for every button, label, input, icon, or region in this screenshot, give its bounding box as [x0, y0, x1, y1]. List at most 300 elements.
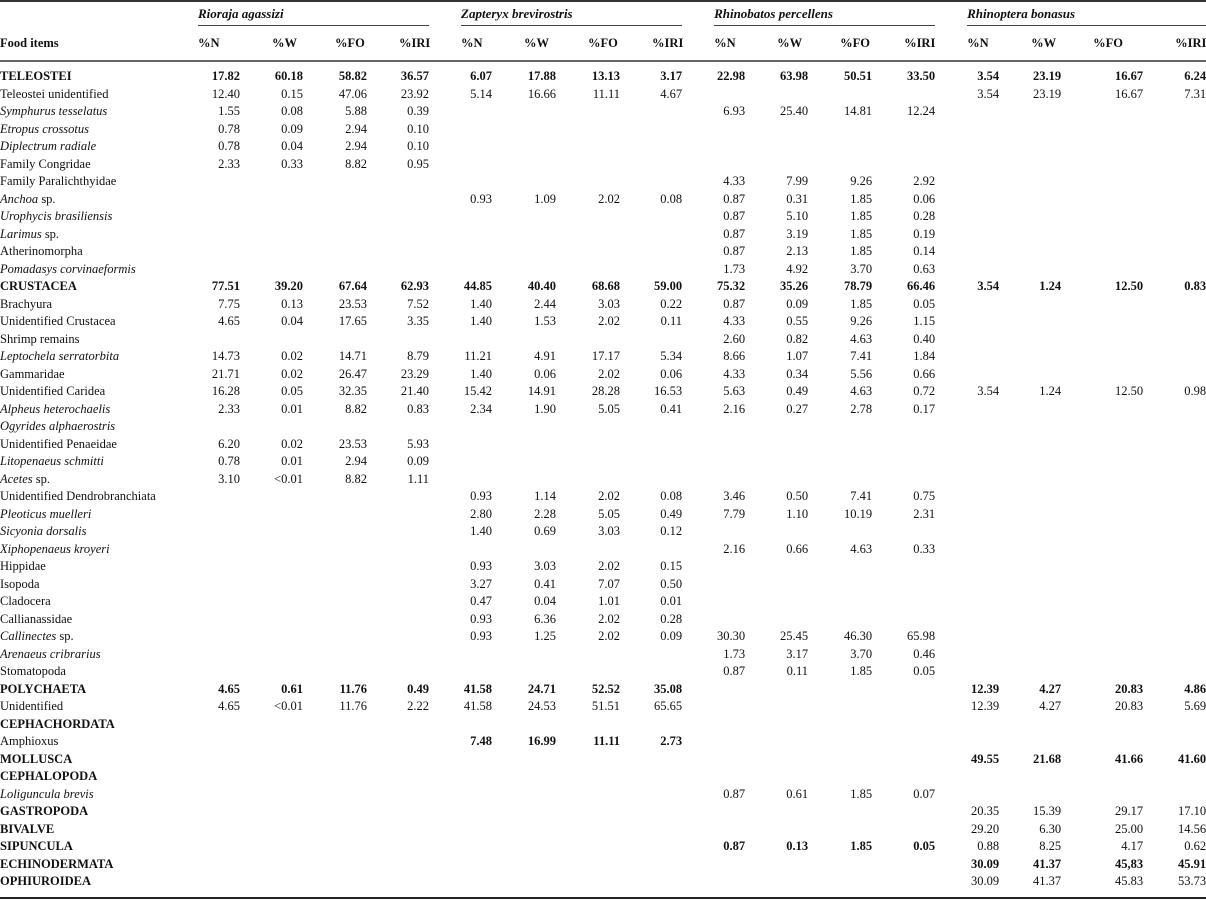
value-cell: 4.27 — [1039, 681, 1062, 696]
value-cell: 45.83 — [1114, 874, 1144, 888]
table-row-group — [0, 821, 1206, 839]
value-cell: 0.11 — [786, 664, 809, 678]
value-cell — [367, 541, 429, 559]
value-cell — [1143, 628, 1206, 646]
value-cell: 14.73 — [211, 349, 240, 363]
value-cell: 75.32 — [716, 279, 746, 293]
value-cell — [492, 453, 556, 471]
value-cell: 3.46 — [723, 489, 746, 503]
value-cell — [872, 453, 935, 471]
value-cell: 4.33 — [723, 174, 746, 188]
value-cell — [195, 838, 240, 856]
value-cell: 0.01 — [281, 401, 303, 416]
value-cell — [620, 821, 682, 839]
value-cell — [620, 121, 682, 139]
value-cell: 0.41 — [534, 576, 557, 591]
value-cell: 12.40 — [211, 86, 240, 101]
value-cell: 5.14 — [470, 86, 493, 101]
value-cell — [808, 873, 872, 898]
value-cell — [367, 733, 429, 751]
value-cell: 30.30 — [716, 629, 746, 643]
value-cell: <0.01 — [274, 699, 303, 713]
value-cell — [999, 401, 1061, 419]
value-cell — [872, 156, 935, 174]
value-cell — [1061, 121, 1143, 139]
value-cell: 3.03 — [598, 524, 621, 538]
value-cell — [492, 103, 556, 121]
value-cell — [1061, 716, 1143, 734]
food-item-label — [0, 768, 195, 786]
value-cell: 2.28 — [534, 506, 557, 521]
value-cell — [745, 751, 808, 769]
value-cell: 46.30 — [843, 629, 873, 643]
value-cell: 23.92 — [400, 86, 430, 101]
table-row — [0, 541, 1206, 559]
value-cell — [935, 191, 999, 209]
value-cell — [429, 331, 492, 349]
table-row — [0, 103, 1206, 121]
value-cell — [367, 523, 429, 541]
taxon-name: sp. — [41, 226, 60, 241]
value-cell — [682, 593, 745, 611]
value-cell: 8.66 — [723, 349, 746, 363]
value-cell — [195, 226, 240, 244]
taxon-name-italic: Symphurus tesselatus — [0, 104, 108, 118]
taxon-name: Family Congridae — [0, 156, 91, 171]
value-cell: 59.00 — [653, 279, 683, 293]
value-cell — [195, 173, 240, 191]
value-cell: 1.85 — [850, 786, 873, 801]
taxon-name: Gammaridae — [0, 366, 65, 381]
value-cell — [682, 418, 745, 436]
taxon-name: sp. — [32, 471, 50, 486]
taxon-name: CEPHACHORDATA — [0, 716, 115, 731]
value-cell — [872, 418, 935, 436]
value-cell: 0.66 — [913, 366, 936, 381]
value-cell: 20.35 — [970, 804, 1000, 818]
value-cell — [745, 156, 808, 174]
value-cell: 52.52 — [591, 681, 621, 696]
value-cell — [303, 208, 367, 226]
value-cell: 35.08 — [653, 681, 683, 696]
value-cell: 0.14 — [913, 244, 936, 258]
value-cell: 1.24 — [1039, 279, 1062, 293]
column-header-pct-n: %N — [195, 26, 240, 61]
value-cell — [303, 716, 367, 734]
table-row — [0, 646, 1206, 664]
value-cell: 0.87 — [723, 296, 746, 311]
value-cell — [556, 418, 620, 436]
value-cell — [240, 873, 303, 898]
value-cell: 23.53 — [338, 296, 367, 311]
value-cell: 0.62 — [1184, 839, 1206, 853]
value-cell — [1143, 366, 1206, 384]
value-cell — [935, 768, 999, 786]
value-cell — [935, 523, 999, 541]
value-cell: 2.92 — [913, 174, 936, 188]
value-cell — [1061, 156, 1143, 174]
value-cell: 0.22 — [660, 296, 683, 311]
value-cell — [808, 138, 872, 156]
value-cell: 0.50 — [660, 576, 683, 591]
value-cell: 14.91 — [527, 384, 557, 398]
value-cell — [1061, 173, 1143, 191]
value-cell: 0.09 — [407, 454, 430, 468]
value-cell — [195, 733, 240, 751]
food-item-label — [0, 628, 195, 646]
value-cell — [935, 611, 999, 629]
value-cell — [1061, 331, 1143, 349]
value-cell: 0.10 — [407, 121, 430, 136]
value-cell: 3.10 — [218, 471, 240, 486]
value-cell — [195, 786, 240, 804]
value-cell — [935, 541, 999, 559]
value-cell: 0.02 — [281, 366, 303, 381]
value-cell — [745, 453, 808, 471]
value-cell: 1.07 — [786, 349, 809, 363]
value-cell — [195, 243, 240, 261]
column-header-pct-n: %N — [429, 26, 492, 61]
value-cell — [1143, 348, 1206, 366]
value-cell — [620, 261, 682, 279]
value-cell: 0.07 — [913, 786, 936, 801]
table-row-group — [0, 278, 1206, 296]
value-cell — [745, 436, 808, 454]
table-row — [0, 506, 1206, 524]
value-cell — [999, 576, 1061, 594]
taxon-name: ECHINODERMATA — [0, 856, 114, 871]
value-cell — [367, 856, 429, 874]
value-cell — [429, 856, 492, 874]
taxon-name: Unidentified Crustacea — [0, 314, 116, 328]
table-row — [0, 436, 1206, 454]
value-cell: 0.11 — [660, 314, 683, 328]
value-cell — [1061, 103, 1143, 121]
taxon-name-italic: Urophycis brasiliensis — [0, 209, 113, 223]
table-row — [0, 418, 1206, 436]
food-item-label — [0, 646, 195, 664]
value-cell — [303, 646, 367, 664]
value-cell: 7.41 — [850, 349, 873, 363]
value-cell: 33.50 — [906, 69, 936, 83]
value-cell — [1061, 576, 1143, 594]
value-cell: 0.05 — [913, 664, 936, 678]
column-header-pct-w: %W — [999, 26, 1061, 61]
value-cell: 0.87 — [723, 209, 746, 223]
value-cell: 0.93 — [470, 191, 493, 206]
value-cell — [492, 121, 556, 139]
value-cell: 3.70 — [850, 261, 873, 276]
value-cell — [556, 121, 620, 139]
value-cell — [1061, 261, 1143, 279]
taxon-name-italic: Pomadasys corvinaeformis — [0, 261, 136, 276]
taxon-name-italic: Callinectes — [0, 629, 57, 643]
value-cell — [303, 226, 367, 244]
value-cell: 2.16 — [723, 401, 746, 416]
value-cell — [195, 646, 240, 664]
value-cell — [429, 226, 492, 244]
value-cell — [429, 156, 492, 174]
value-cell — [682, 821, 745, 839]
food-item-label — [0, 418, 195, 436]
value-cell — [1143, 296, 1206, 314]
value-cell: 4.65 — [218, 681, 240, 696]
column-header-pct-n: %N — [935, 26, 999, 61]
value-cell: 0.09 — [786, 296, 809, 311]
taxon-name-italic: Arenaeus cribrarius — [0, 646, 101, 661]
value-cell: 0.93 — [470, 559, 493, 573]
value-cell — [620, 873, 682, 898]
value-cell — [1143, 786, 1206, 804]
taxon-name: BIVALVE — [0, 821, 55, 836]
value-cell — [999, 453, 1061, 471]
value-cell — [195, 821, 240, 839]
value-cell — [935, 628, 999, 646]
value-cell: 20.83 — [1114, 681, 1144, 696]
value-cell: 32.35 — [338, 384, 367, 398]
value-cell: 3.54 — [977, 86, 1000, 101]
value-cell: 0.05 — [913, 839, 936, 853]
value-cell: 22.98 — [716, 69, 746, 83]
value-cell: 4.65 — [218, 314, 240, 328]
value-cell — [999, 471, 1061, 489]
value-cell — [492, 751, 556, 769]
value-cell — [808, 856, 872, 874]
value-cell — [492, 156, 556, 174]
value-cell: 0.09 — [281, 121, 303, 136]
value-cell: 0.49 — [786, 384, 809, 398]
food-item-label — [0, 698, 195, 716]
value-cell: 21.68 — [1032, 751, 1062, 766]
value-cell — [999, 191, 1061, 209]
value-cell — [240, 576, 303, 594]
value-cell — [1061, 296, 1143, 314]
value-cell — [620, 646, 682, 664]
value-cell: 0.05 — [281, 384, 303, 398]
taxon-name: sp. — [56, 629, 74, 643]
species-name: Rhinoptera bonasus — [967, 6, 1206, 26]
value-cell: 3.03 — [598, 296, 621, 311]
value-cell — [1143, 156, 1206, 174]
value-cell: 53.73 — [1177, 874, 1206, 888]
value-cell — [935, 646, 999, 664]
value-cell: 1.40 — [470, 524, 493, 538]
value-cell: 3.27 — [470, 576, 493, 591]
value-cell: 14.71 — [338, 349, 367, 363]
value-cell — [620, 856, 682, 874]
value-cell — [556, 803, 620, 821]
value-cell — [935, 121, 999, 139]
food-item-label — [0, 821, 195, 839]
value-cell — [367, 663, 429, 681]
food-item-label — [0, 751, 195, 769]
value-cell: 4.65 — [218, 699, 240, 713]
value-cell: 0.39 — [407, 104, 430, 118]
value-cell — [1061, 768, 1143, 786]
value-cell: 0.08 — [660, 489, 683, 503]
value-cell: 0.69 — [534, 524, 557, 538]
value-cell — [429, 208, 492, 226]
value-cell — [1143, 471, 1206, 489]
value-cell — [240, 173, 303, 191]
value-cell — [367, 716, 429, 734]
value-cell — [745, 593, 808, 611]
value-cell — [935, 366, 999, 384]
table-row — [0, 208, 1206, 226]
value-cell: 1.40 — [470, 296, 493, 311]
value-cell — [303, 803, 367, 821]
value-cell — [808, 716, 872, 734]
food-item-label — [0, 523, 195, 541]
value-cell — [999, 243, 1061, 261]
value-cell — [429, 663, 492, 681]
food-item-label — [0, 138, 195, 156]
value-cell — [367, 821, 429, 839]
value-cell — [682, 471, 745, 489]
food-item-label — [0, 558, 195, 576]
value-cell — [367, 593, 429, 611]
value-cell — [935, 733, 999, 751]
value-cell — [935, 138, 999, 156]
value-cell — [303, 331, 367, 349]
column-header-pct-iri: %IRI — [367, 26, 429, 61]
value-cell: 1.85 — [850, 664, 873, 678]
value-cell — [935, 506, 999, 524]
value-cell — [745, 611, 808, 629]
value-cell — [682, 611, 745, 629]
value-cell — [303, 768, 367, 786]
food-item-label — [0, 243, 195, 261]
food-item-label — [0, 296, 195, 314]
value-cell: 7.48 — [470, 734, 493, 748]
value-cell — [1143, 418, 1206, 436]
value-cell: 30.09 — [970, 874, 1000, 888]
value-cell: 8.82 — [345, 156, 367, 171]
value-cell — [935, 471, 999, 489]
value-cell: 2.31 — [913, 506, 936, 521]
value-cell: 16.99 — [527, 734, 557, 748]
value-cell — [556, 873, 620, 898]
table-row — [0, 593, 1206, 611]
food-item-label — [0, 873, 195, 898]
value-cell: 0.88 — [977, 839, 1000, 853]
value-cell — [682, 576, 745, 594]
value-cell: 15.39 — [1032, 804, 1062, 818]
value-cell — [556, 838, 620, 856]
value-cell: 4.86 — [1184, 681, 1206, 696]
value-cell: 3.35 — [407, 314, 430, 328]
taxon-name: Unidentified Dendrobranchiata — [0, 489, 156, 503]
value-cell — [620, 156, 682, 174]
value-cell — [1061, 471, 1143, 489]
value-cell — [303, 663, 367, 681]
value-cell — [195, 628, 240, 646]
value-cell — [429, 121, 492, 139]
value-cell — [556, 471, 620, 489]
value-cell — [872, 576, 935, 594]
value-cell — [556, 786, 620, 804]
value-cell — [935, 261, 999, 279]
value-cell — [620, 541, 682, 559]
value-cell: 21.40 — [400, 384, 430, 398]
value-cell — [303, 541, 367, 559]
value-cell — [935, 488, 999, 506]
value-cell — [1061, 611, 1143, 629]
value-cell — [195, 541, 240, 559]
value-cell — [303, 261, 367, 279]
value-cell — [492, 261, 556, 279]
column-header-pct-w: %W — [492, 26, 556, 61]
value-cell — [999, 156, 1061, 174]
value-cell — [682, 873, 745, 898]
value-cell: 3.54 — [977, 279, 1000, 293]
value-cell — [872, 611, 935, 629]
value-cell — [872, 121, 935, 139]
value-cell: 0.06 — [913, 191, 936, 206]
value-cell: 7.41 — [850, 489, 873, 503]
table-row — [0, 698, 1206, 716]
value-cell — [872, 138, 935, 156]
value-cell — [935, 716, 999, 734]
value-cell: 5.56 — [850, 366, 873, 381]
value-cell — [1143, 313, 1206, 331]
column-header-pct-iri: %IRI — [1143, 26, 1206, 61]
species-header-rioraja — [195, 1, 429, 26]
value-cell — [303, 873, 367, 898]
value-cell — [195, 488, 240, 506]
value-cell — [240, 208, 303, 226]
value-cell: 0.15 — [281, 86, 303, 101]
food-item-label — [0, 86, 195, 104]
value-cell: 1.11 — [407, 471, 430, 486]
value-cell — [195, 873, 240, 898]
value-cell — [303, 856, 367, 874]
value-cell — [1143, 436, 1206, 454]
value-cell — [1143, 558, 1206, 576]
value-cell: 1.10 — [786, 506, 809, 521]
value-cell — [999, 331, 1061, 349]
value-cell — [556, 226, 620, 244]
value-cell — [935, 558, 999, 576]
value-cell: 1.85 — [850, 191, 873, 206]
taxon-name-italic: Loliguncula brevis — [0, 786, 94, 801]
value-cell — [303, 611, 367, 629]
value-cell — [240, 856, 303, 874]
value-cell — [999, 121, 1061, 139]
value-cell: 0.61 — [281, 681, 303, 696]
value-cell — [240, 558, 303, 576]
value-cell: 1.85 — [850, 296, 873, 311]
value-cell — [492, 331, 556, 349]
value-cell: 0.01 — [281, 454, 303, 468]
value-cell — [1061, 243, 1143, 261]
value-cell — [240, 716, 303, 734]
value-cell — [492, 663, 556, 681]
value-cell: 5.88 — [345, 104, 367, 118]
value-cell: 0.47 — [470, 594, 493, 608]
value-cell: 4.17 — [1121, 839, 1144, 853]
food-item-label — [0, 733, 195, 751]
value-cell — [556, 103, 620, 121]
value-cell — [999, 611, 1061, 629]
value-cell — [999, 103, 1061, 121]
value-cell — [1143, 103, 1206, 121]
food-item-label — [0, 471, 195, 489]
value-cell — [429, 453, 492, 471]
food-item-label — [0, 786, 195, 804]
value-cell — [745, 698, 808, 716]
value-cell: 0.78 — [218, 454, 240, 468]
